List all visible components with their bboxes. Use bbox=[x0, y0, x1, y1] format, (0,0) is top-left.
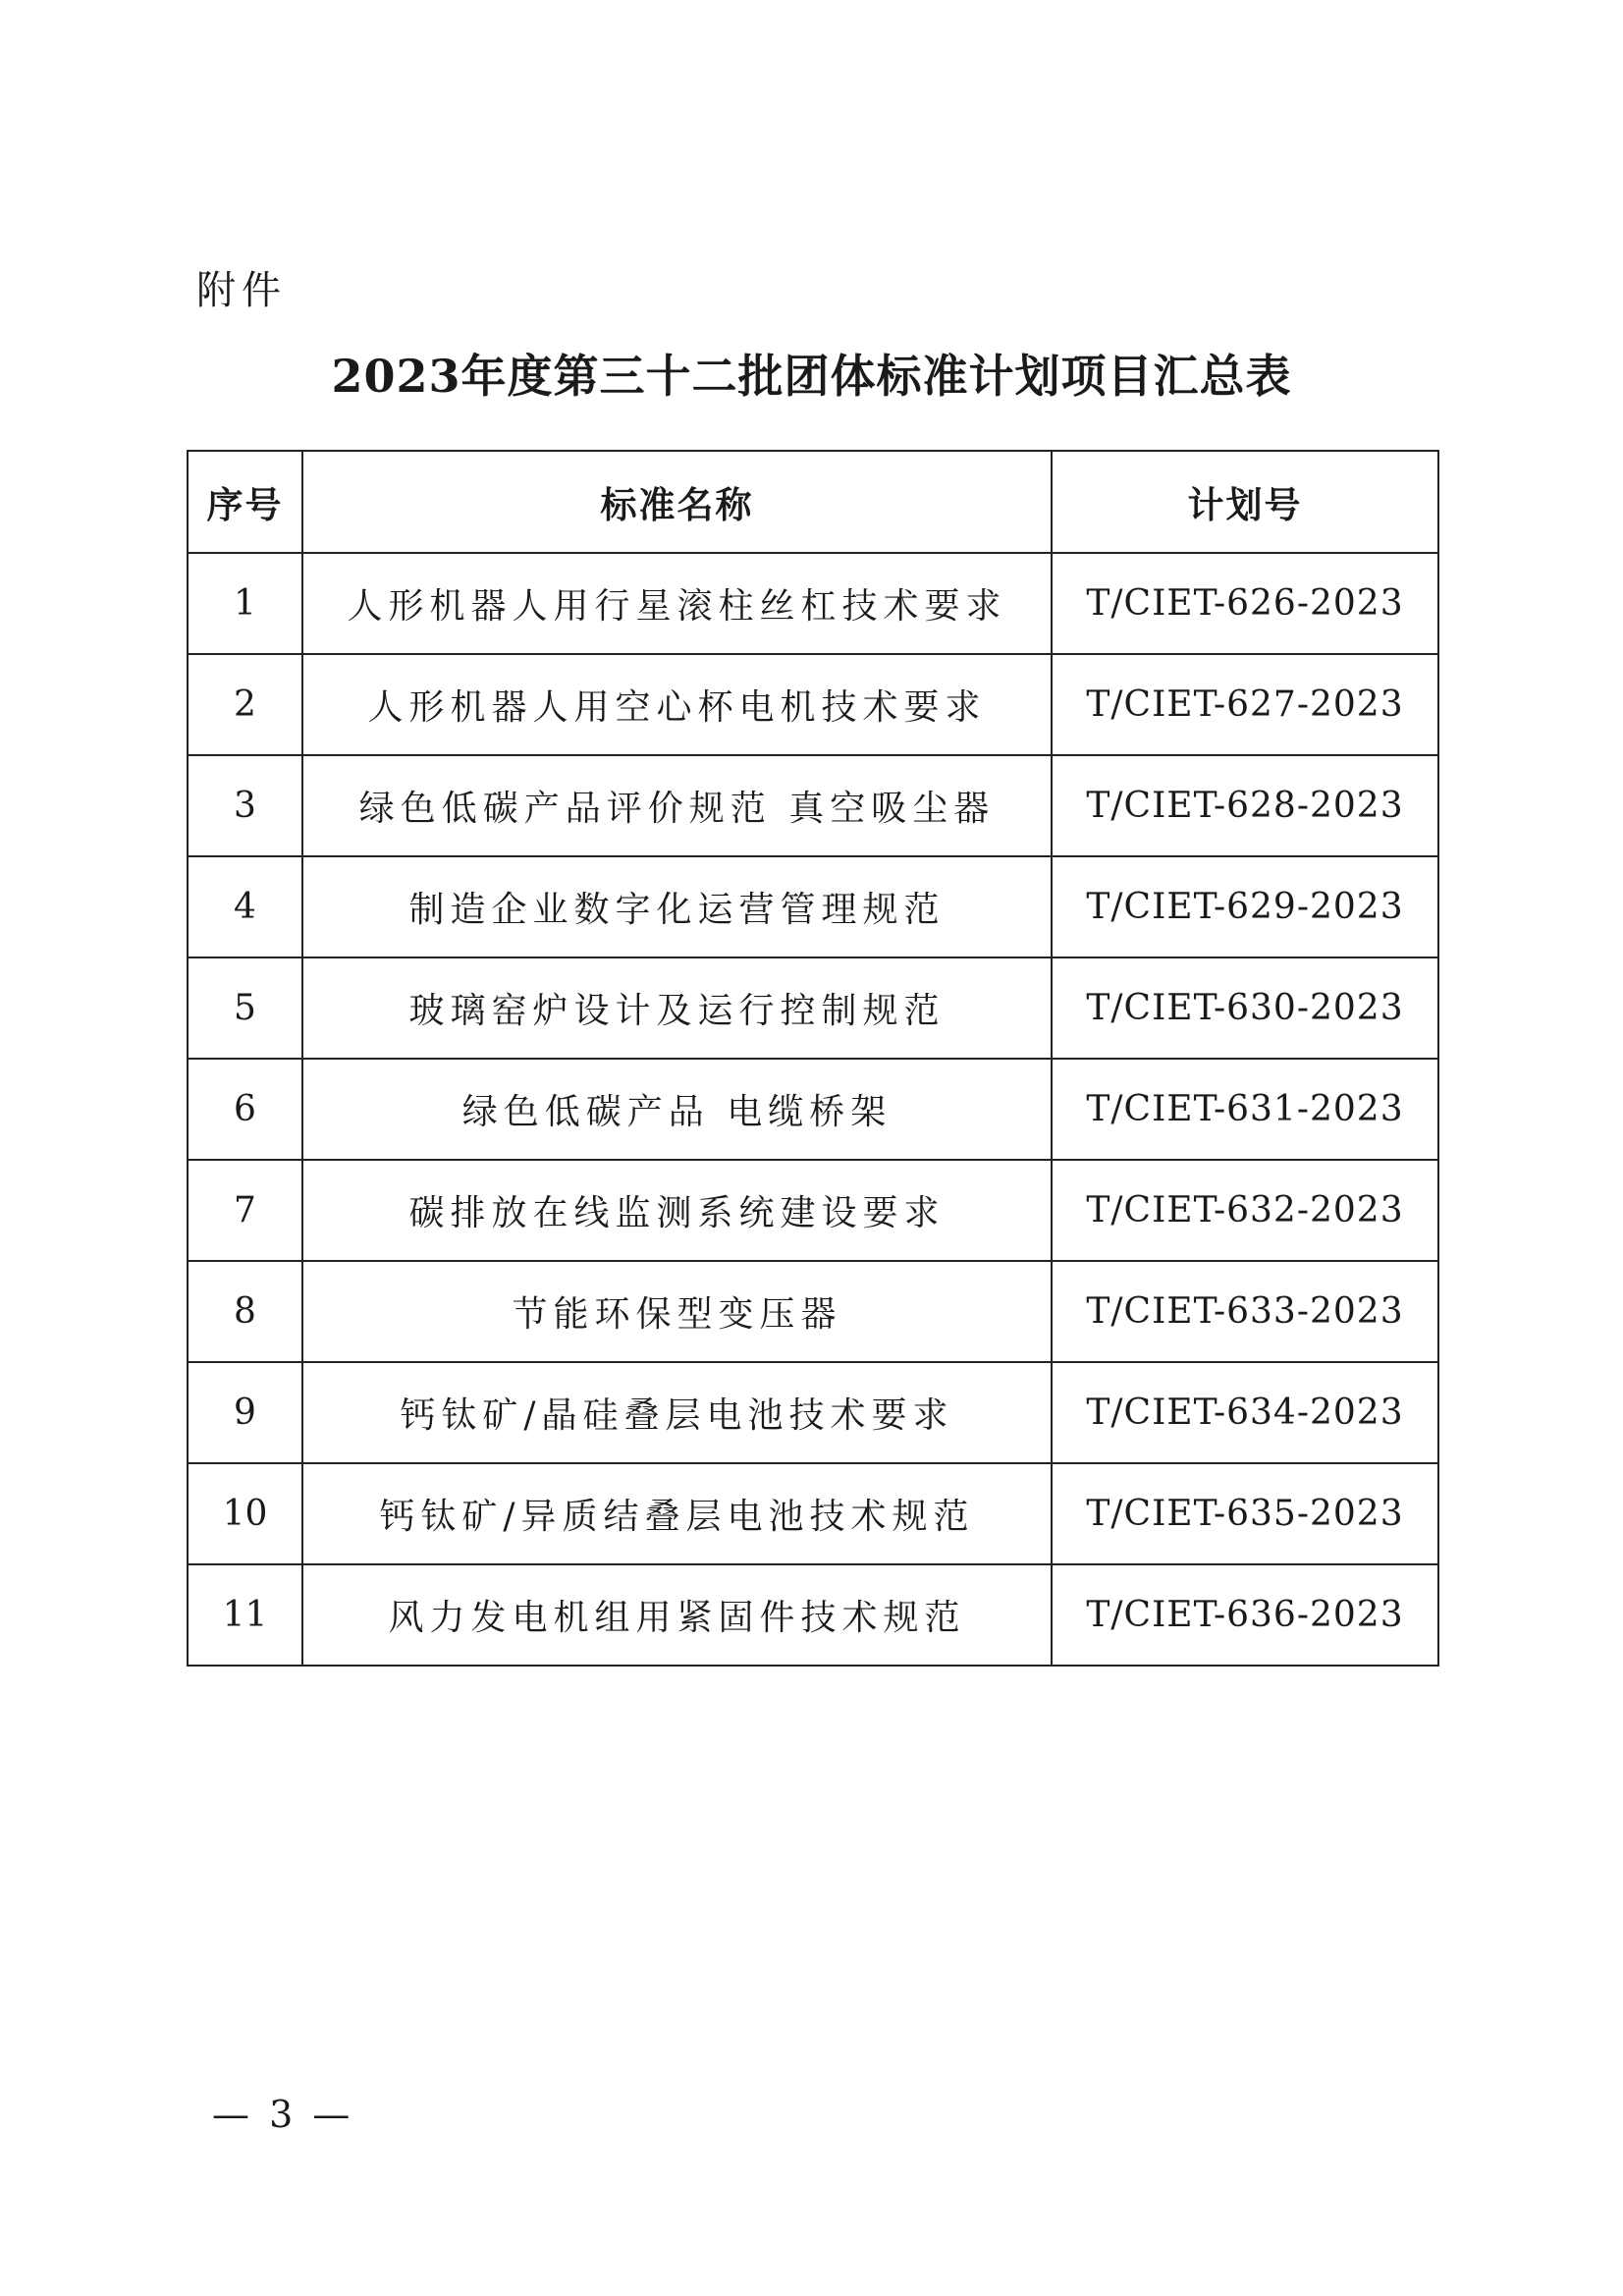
row-standard-name: 碳排放在线监测系统建设要求 bbox=[302, 1160, 1052, 1261]
row-plan-number: T/CIET-629-2023 bbox=[1052, 856, 1438, 957]
table-row bbox=[188, 856, 1438, 957]
row-plan-number: T/CIET-628-2023 bbox=[1052, 755, 1438, 856]
row-plan-number: T/CIET-627-2023 bbox=[1052, 654, 1438, 755]
table-header-row bbox=[188, 451, 1438, 553]
row-standard-name: 人形机器人用空心杯电机技术要求 bbox=[302, 654, 1052, 755]
row-standard-name: 风力发电机组用紧固件技术规范 bbox=[302, 1564, 1052, 1666]
row-plan-number: T/CIET-633-2023 bbox=[1052, 1261, 1438, 1362]
row-index: 8 bbox=[188, 1261, 302, 1362]
header-index: 序号 bbox=[188, 451, 302, 553]
row-index: 7 bbox=[188, 1160, 302, 1261]
row-standard-name: 制造企业数字化运营管理规范 bbox=[302, 856, 1052, 957]
table-row bbox=[188, 1564, 1438, 1666]
row-standard-name: 钙钛矿/异质结叠层电池技术规范 bbox=[302, 1463, 1052, 1564]
table-row bbox=[188, 1059, 1438, 1160]
row-plan-number: T/CIET-626-2023 bbox=[1052, 553, 1438, 654]
table-row bbox=[188, 1160, 1438, 1261]
row-plan-number: T/CIET-635-2023 bbox=[1052, 1463, 1438, 1564]
row-standard-name: 钙钛矿/晶硅叠层电池技术要求 bbox=[302, 1362, 1052, 1463]
row-plan-number: T/CIET-630-2023 bbox=[1052, 957, 1438, 1059]
row-plan-number: T/CIET-636-2023 bbox=[1052, 1564, 1438, 1666]
attachment-label: 附件 bbox=[196, 268, 287, 313]
row-standard-name: 人形机器人用行星滚柱丝杠技术要求 bbox=[302, 553, 1052, 654]
row-index: 9 bbox=[188, 1362, 302, 1463]
row-standard-name: 节能环保型变压器 bbox=[302, 1261, 1052, 1362]
row-standard-name: 绿色低碳产品 电缆桥架 bbox=[302, 1059, 1052, 1160]
row-index: 10 bbox=[188, 1463, 302, 1564]
page-number: — 3 — bbox=[212, 2093, 354, 2136]
row-index: 4 bbox=[188, 856, 302, 957]
header-standard-name: 标准名称 bbox=[302, 451, 1052, 553]
page-title: 2023年度第三十二批团体标准计划项目汇总表 bbox=[331, 350, 1292, 403]
row-index: 1 bbox=[188, 553, 302, 654]
table-row bbox=[188, 553, 1438, 654]
row-index: 6 bbox=[188, 1059, 302, 1160]
table-row bbox=[188, 1362, 1438, 1463]
standards-table bbox=[187, 450, 1439, 1667]
table-row bbox=[188, 755, 1438, 856]
row-standard-name: 玻璃窑炉设计及运行控制规范 bbox=[302, 957, 1052, 1059]
table-row bbox=[188, 1463, 1438, 1564]
row-plan-number: T/CIET-634-2023 bbox=[1052, 1362, 1438, 1463]
row-plan-number: T/CIET-632-2023 bbox=[1052, 1160, 1438, 1261]
row-standard-name: 绿色低碳产品评价规范 真空吸尘器 bbox=[302, 755, 1052, 856]
table-row bbox=[188, 957, 1438, 1059]
row-plan-number: T/CIET-631-2023 bbox=[1052, 1059, 1438, 1160]
row-index: 11 bbox=[188, 1564, 302, 1666]
row-index: 5 bbox=[188, 957, 302, 1059]
table-row bbox=[188, 654, 1438, 755]
header-plan-number: 计划号 bbox=[1052, 451, 1438, 553]
table-row bbox=[188, 1261, 1438, 1362]
row-index: 2 bbox=[188, 654, 302, 755]
row-index: 3 bbox=[188, 755, 302, 856]
